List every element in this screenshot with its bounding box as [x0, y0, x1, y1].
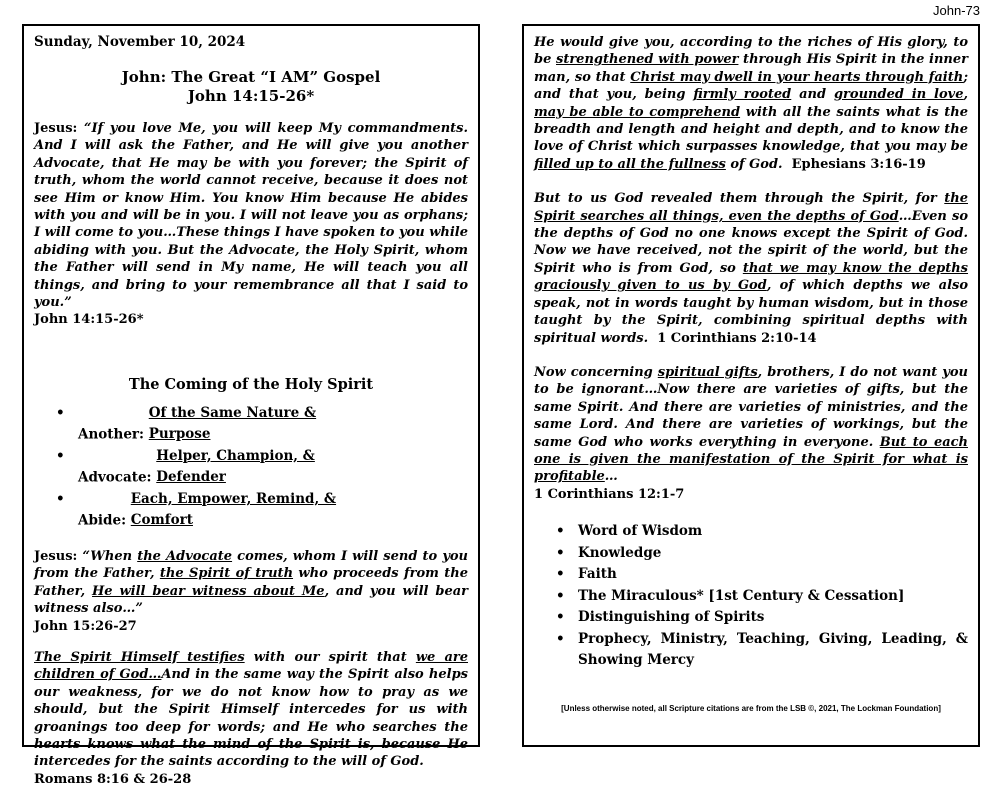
footnote: [Unless otherwise noted, all Scripture citations are from the LSB ©, 2021, The Lockman Foundation] [561, 704, 941, 713]
list-item: • Word of Wisdom [556, 523, 703, 540]
scripture-ref: Ephesians 3:16-19 [791, 156, 926, 172]
item-fill: Helper, Champion, & Defender [156, 447, 315, 486]
gifts-list [534, 521, 968, 672]
title-line-2: John 14:15-26* [187, 87, 315, 105]
john15-quote: Jesus: “When the Advocate comes, whom I will send to you from the Father, the Spirit of truth who proceeds from the Father, He will bear witness about Me, and you will bear witness also…” John 15:26-27 [34, 548, 469, 634]
item-fill: Of the Same Nature & Purpose [148, 404, 317, 443]
left-panel [22, 24, 480, 787]
item-label: Abide: [78, 512, 127, 529]
sermon-title [34, 68, 468, 106]
list-item: • Abide: Each, Empower, Remind, & Comfort [34, 489, 468, 532]
right-panel [522, 24, 980, 747]
page-number: John-73 [933, 3, 980, 18]
list-item: • Prophecy, Ministry, Teaching, Giving, Leading, & Showing Mercy [556, 630, 968, 669]
scripture-ref: John 15:26-27 [34, 618, 137, 634]
cor12-quote: Now concerning spiritual gifts, brothers, I do not want you to be ignorant…Now there are varieties of gifts, but the same Spirit. And there are varieties of ministries, and the same Lord. And there are varieties of workings, but the same God who works everything in everyone. But to each one is given the manifestation of the Spirit for what is profitable… 1 Corinthians 12:1-7 [534, 364, 968, 502]
scripture-ref: Romans 8:16 & 26-28 [34, 771, 192, 787]
date: Sunday, November 10, 2024 [34, 34, 246, 50]
list-item: • Distinguishing of Spirits [556, 609, 765, 626]
list-item: • Another: Of the Same Nature & Purpose [34, 403, 468, 446]
title-line-1: John: The Great “I AM” Gospel [121, 68, 381, 86]
speaker-label: Jesus: [34, 121, 78, 136]
john14-quote [34, 120, 468, 329]
coming-list [34, 403, 468, 532]
scripture-ref: 1 Corinthians 2:10-14 [657, 330, 817, 346]
list-item: • The Miraculous* [1st Century & Cessation] [556, 587, 905, 604]
cor2-quote: But to us God revealed them through the Spirit, for the Spirit searches all things, even the depths of God…Even so the depths of God no one knows except the Spirit of God. Now we have received, not the spirit of the world, but the Spirit who is from God, so that we may know the depths graciously given to us by God, of which depths we also speak, not in words taught by human wisdom, but in those taught by the Spirit, combining spiritual depths with spiritual words. 1 Corinthians 2:10-14 [534, 191, 969, 346]
item-label: Another: [78, 426, 145, 443]
ephesians-quote: He would give you, according to the riches of His glory, to be strengthened with power through His Spirit in the inner man, so that Christ may dwell in your hearts through faith; and that you, being firmly rooted and grounded in love, may be able to comprehend with all the saints what is the breadth and length and height and depth, and to know the love of Christ which surpasses knowledge, that you may be filled up to all the fullness of God. Ephesians 3:16-19 [534, 35, 969, 172]
romans8-quote: The Spirit Himself testifies with our spirit that we are children of God…And in the same way the Spirit also helps our weakness, for we do not know how to pray as we should, but the Spirit Himself intercedes for us with groanings too deep for words; and He who searches the hearts knows what the mind of the Spirit is, because He intercedes for the saints according to the will of God. Romans 8:16 & 26-28 [34, 649, 468, 787]
list-item: • Advocate: Helper, Champion, & Defender [34, 446, 468, 489]
item-label: Advocate: [78, 469, 152, 486]
speaker-label: Jesus: [34, 548, 78, 564]
item-fill: Each, Empower, Remind, & Comfort [130, 490, 337, 529]
quote-text: “If you love Me, you will keep My commandments. And I will ask the Father, and He will give you another Advocate, that He may be with you forever; the Spirit of truth, whom the world cannot receive, because it does not see Him or know Him. You know Him because He abides with you and will be in you. I will not leave you as orphans; I will come to you…These things I have spoken to you while abiding with you. But the Advocate, the Holy Spirit, whom the Father will send in My name, He will teach you all things, and bring to your remembrance all that I said to you.” [34, 121, 468, 311]
list-item: • Knowledge [556, 544, 662, 561]
list-item: • Faith [556, 566, 617, 583]
scripture-ref: John 14:15-26* [34, 312, 144, 328]
scripture-ref: 1 Corinthians 12:1-7 [534, 486, 685, 502]
section-title: The Coming of the Holy Spirit [128, 375, 374, 393]
